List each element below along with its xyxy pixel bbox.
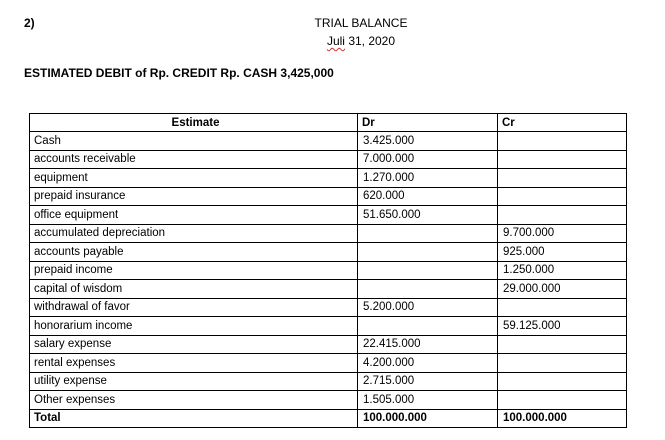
header-estimate: Estimate <box>30 114 358 132</box>
account-name: utility expense <box>30 372 358 391</box>
credit-amount: 925.000 <box>498 243 627 262</box>
debit-amount: 1.270.000 <box>358 169 498 188</box>
debit-amount: 2.715.000 <box>358 372 498 391</box>
account-name: salary expense <box>30 335 358 354</box>
table-row <box>30 335 627 354</box>
credit-amount <box>498 391 627 410</box>
total-label: Total <box>30 409 358 428</box>
account-name: prepaid income <box>30 261 358 280</box>
debit-amount <box>358 243 498 262</box>
date-month: Juli <box>326 34 345 48</box>
table-row <box>30 354 627 373</box>
document-date <box>0 34 665 48</box>
table-row <box>30 298 627 317</box>
debit-amount <box>358 224 498 243</box>
account-name: accumulated depreciation <box>30 224 358 243</box>
credit-amount <box>498 354 627 373</box>
debit-amount: 5.200.000 <box>358 298 498 317</box>
table-row <box>30 317 627 336</box>
table-row <box>30 391 627 410</box>
account-name: honorarium income <box>30 317 358 336</box>
table-row <box>30 132 627 151</box>
credit-amount: 29.000.000 <box>498 280 627 299</box>
account-name: withdrawal of favor <box>30 298 358 317</box>
table-row <box>30 187 627 206</box>
estimate-heading: ESTIMATED DEBIT of Rp. CREDIT Rp. CASH 3,425,000 <box>24 66 334 80</box>
account-name: Other expenses <box>30 391 358 410</box>
credit-amount <box>498 150 627 169</box>
total-row <box>30 409 627 428</box>
account-name: capital of wisdom <box>30 280 358 299</box>
table-row <box>30 261 627 280</box>
account-name: office equipment <box>30 206 358 225</box>
debit-amount <box>358 280 498 299</box>
section-number: 2) <box>24 16 35 30</box>
table-header-row <box>30 114 627 132</box>
table-row <box>30 206 627 225</box>
debit-amount: 7.000.000 <box>358 150 498 169</box>
credit-amount <box>498 169 627 188</box>
debit-amount: 620.000 <box>358 187 498 206</box>
account-name: rental expenses <box>30 354 358 373</box>
table-row <box>30 243 627 262</box>
credit-amount <box>498 372 627 391</box>
debit-amount: 4.200.000 <box>358 354 498 373</box>
table-row <box>30 280 627 299</box>
debit-amount <box>358 261 498 280</box>
header-dr: Dr <box>358 114 498 132</box>
account-name: accounts payable <box>30 243 358 262</box>
credit-amount <box>498 298 627 317</box>
account-name: equipment <box>30 169 358 188</box>
debit-amount: 51.650.000 <box>358 206 498 225</box>
account-name: Cash <box>30 132 358 151</box>
total-debit: 100.000.000 <box>358 409 498 428</box>
credit-amount <box>498 187 627 206</box>
credit-amount: 9.700.000 <box>498 224 627 243</box>
table-row <box>30 169 627 188</box>
credit-amount <box>498 132 627 151</box>
account-name: prepaid insurance <box>30 187 358 206</box>
credit-amount: 59.125.000 <box>498 317 627 336</box>
debit-amount: 3.425.000 <box>358 132 498 151</box>
account-name: accounts receivable <box>30 150 358 169</box>
table-row <box>30 372 627 391</box>
trial-balance-table <box>29 113 627 428</box>
total-credit: 100.000.000 <box>498 409 627 428</box>
debit-amount: 22.415.000 <box>358 335 498 354</box>
debit-amount: 1.505.000 <box>358 391 498 410</box>
debit-amount <box>358 317 498 336</box>
header-cr: Cr <box>498 114 627 132</box>
document-title: TRIAL BALANCE <box>314 16 408 30</box>
table-row <box>30 224 627 243</box>
credit-amount <box>498 206 627 225</box>
credit-amount <box>498 335 627 354</box>
table-row <box>30 150 627 169</box>
date-day-year: 31, 2020 <box>344 34 396 48</box>
credit-amount: 1.250.000 <box>498 261 627 280</box>
